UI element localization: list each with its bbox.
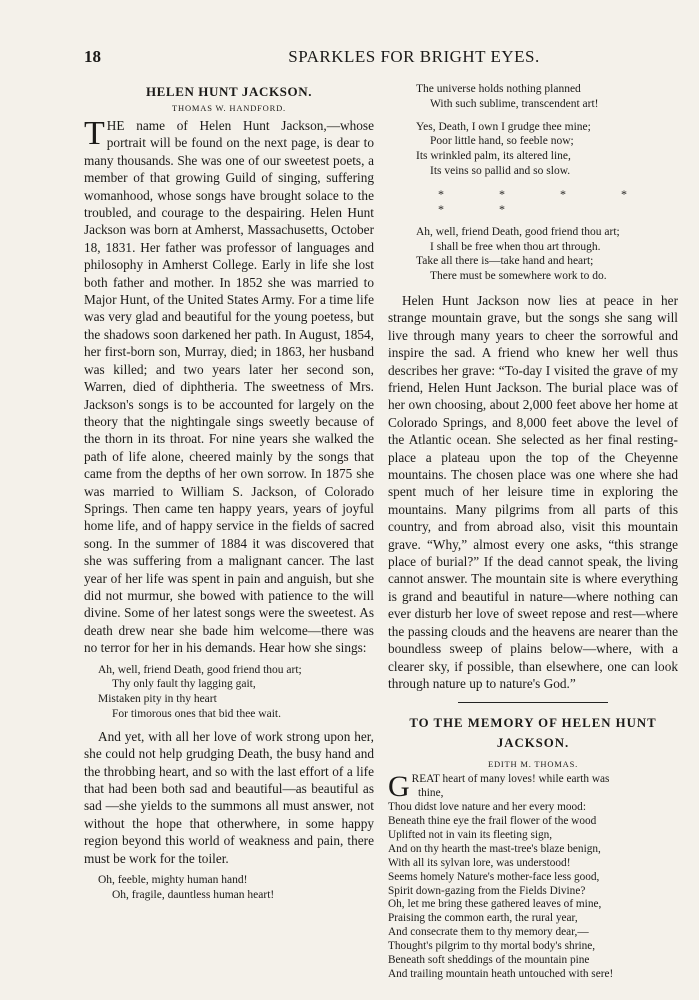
- poem-line: Seems homely Nature's mother-face less good,: [388, 870, 600, 883]
- page-header: [84, 47, 674, 73]
- verse-line: Thy only fault thy lagging gait,: [112, 678, 256, 691]
- body-paragraph-2: And yet, with all her love of work strong upon her, she could not help grudging Death, the busy hand and the throbbing heart, and so with the last effort of a life that had been both sad and beautiful—as beautiful as sad —she yields to the summons all must answer, not without the hope that otherwhere, in some happy region beyond this world of weakness and pain, there must be work for the toiler.: [84, 728, 374, 866]
- verse-line: Poor little hand, so feeble now;: [430, 135, 574, 148]
- verse-line: Take all there is—take hand and heart;: [416, 255, 594, 268]
- verse-ah-well: [98, 663, 374, 722]
- verse-line: For timorous ones that bid thee wait.: [112, 707, 281, 720]
- verse-line: Oh, feeble, mighty human hand!: [98, 874, 248, 887]
- poem-line: Praising the common earth, the rural year,: [388, 912, 578, 925]
- section-divider: [458, 702, 608, 703]
- drop-cap: T: [84, 115, 105, 152]
- verse-line: There must be somewhere work to do.: [430, 270, 607, 283]
- poem-line: And consecrate them to thy memory dear,—: [388, 926, 589, 939]
- verse-line: Mistaken pity in thy heart: [98, 693, 217, 706]
- poem-line: And on thy hearth the mast-tree's blaze benign,: [388, 842, 601, 855]
- body-paragraph-1: [84, 117, 374, 657]
- verse-line: Ah, well, friend Death, good friend thou art;: [98, 663, 302, 676]
- poem-line: And trailing mountain heath untouched with sere!: [388, 968, 614, 980]
- article-title: HELEN HUNT JACKSON.: [145, 84, 313, 99]
- paragraph-1-text: HE name of Helen Hunt Jackson,—whose portrait will be found on the next page, is dear to many thousands. She was one of our sweetest poets, a member of that growing Guild of singing, suffering womanhood, whose songs have brought solace to the troubled, and courage to the despairing. Helen Hunt Jackson was born at Amherst, Massachusetts, October 18, 1831. Her father was professor of languages and philosophy in Amherst College. Early in life she lost both father and mother. In 1852 she was married to Major Hunt, of the United States Army. For a time life was very glad and beautiful for the young poetess, but the shadows soon darkened her path. In August, 1854, her first-born son, Murray, died; in 1863, her husband was killed; and two years later her second son, Warren, died of diphtheria. The sweetness of Mrs. Jackson's songs is to be accounted for largely on the theory that the nightingale sings sweetly because of the thorn in its throat. For nine years she walked the path of life alone, cheered mainly by the songs that came from the depths of her own sorrow. In 1875 she was married to William S. Jackson, of Colorado Springs. Then came ten happy years, years of joyful home life, and of happy service in the fields of sacred song. In the summer of 1884 it was discovered that she was suffering from a malignant cancer. The last year of her life was spent in pain and anguish, but she did not murmur, she bowed with patience to the will divine. Some of her latest songs were the sweetest. As death drew near she bade him welcome—there was no terror for her in his demands. Hear how she sings:: [84, 118, 374, 656]
- poem-line: REAT heart of many loves! while earth was: [411, 773, 610, 786]
- poem-byline: EDITH M. THOMAS.: [487, 759, 579, 770]
- verse-yes-death: [416, 120, 678, 179]
- poem-line: Thou didst love nature and her every mood:: [388, 801, 586, 814]
- verse-line: Oh, fragile, dauntless human heart!: [112, 888, 275, 901]
- poem-title: TO THE MEMORY OF HELEN HUNT JACKSON.: [409, 716, 657, 751]
- body-paragraph-3: Helen Hunt Jackson now lies at peace in her strange mountain grave, but the songs she sang will live through many years to cheer the sorrowful and inspire the sad. A friend who knew her well thus describes her grave: “To-day I visited the grave of my friend, Helen Hunt Jackson. The burial place was of her own choosing, about 2,000 feet above her home at Colorado Springs, and 8,000 feet above the level of the Atlantic ocean. She selected as her final resting-place a plateau upon the top of the Cheyenne mountains. The chosen place was one where she had spent much of her leisure time in exploring the mountains. Many pilgrims from all parts of this country, and from abroad also, visit this mountain grave. “Why,” almost every one asks, “this strange place of burial?” If the dead cannot speak, the living cannot answer. The mountain site is where everything is grand and beautiful in nature—where nothing can ever disturb her love of sweet repose and rest—where the passing clouds and the heavens are nearer than the boundless sweep of plains below—where, with a clearer sky, if possible, than elsewhere, one can look through nature up to nature's God.”: [388, 292, 678, 691]
- poem-line: Spirit down-gazing from the Fields Divine?: [388, 884, 586, 897]
- poem-line: Uplifted not in vain its fleeting sign,: [388, 828, 553, 841]
- article-byline: THOMAS W. HANDFORD.: [172, 103, 286, 113]
- verse-line: Ah, well, friend Death, good friend thou art;: [416, 225, 620, 238]
- poem-line: Beneath soft sheddings of the mountain pine: [388, 954, 590, 967]
- poem-drop-cap: G: [388, 770, 410, 804]
- verse-line: Its wrinkled palm, its altered line,: [416, 150, 571, 163]
- verse-ah-well-2: [416, 225, 678, 284]
- verse-line: I shall be free when thou art through.: [430, 240, 601, 253]
- poem-line: Beneath thine eye the frail flower of the wood: [388, 815, 597, 828]
- section-stars: * * * * * *: [438, 186, 653, 216]
- poem-line: With all its sylvan lore, was understood!: [388, 856, 571, 869]
- poem-line: thine,: [418, 787, 444, 800]
- page-number: 18: [84, 47, 101, 66]
- verse-universe: [416, 82, 678, 112]
- verse-feeble-hand: [98, 873, 374, 903]
- poem-line: Oh, let me bring these gathered leaves of mine,: [388, 898, 602, 911]
- poem-line: Thought's pilgrim to thy mortal body's shrine,: [388, 940, 596, 953]
- verse-line: The universe holds nothing planned: [416, 83, 581, 95]
- verse-line: Its veins so pallid and so slow.: [430, 164, 571, 177]
- right-column: [388, 82, 678, 982]
- memorial-poem: [388, 770, 678, 982]
- verse-line: Yes, Death, I own I grudge thee mine;: [416, 120, 591, 133]
- left-column: [84, 82, 374, 909]
- verse-line: With such sublime, transcendent art!: [430, 97, 599, 110]
- running-head: SPARKLES FOR BRIGHT EYES.: [288, 47, 540, 66]
